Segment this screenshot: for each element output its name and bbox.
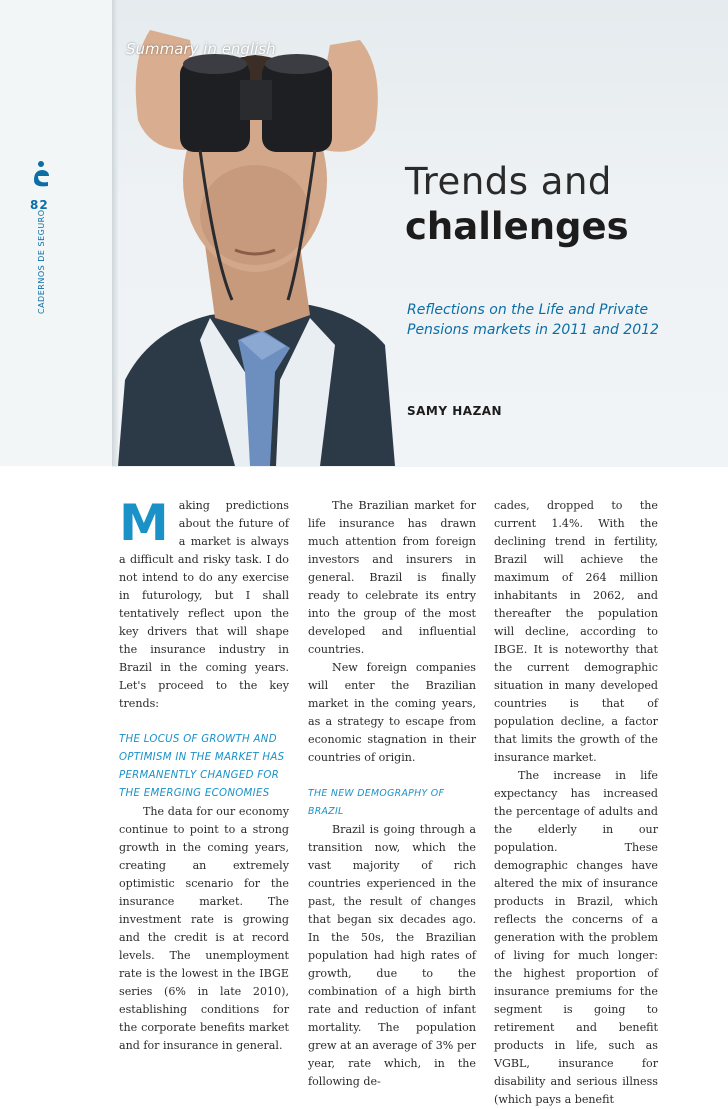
article-column-2 bbox=[308, 497, 476, 1091]
logo-icon bbox=[30, 160, 52, 190]
intro-paragraph bbox=[119, 494, 289, 713]
paragraph-economy: The data for our economy continue to point to a strong growth in the coming years, creating an extremely optimistic scenario for the insurance market. The investment rate is growing and the credit is at record levels. The unemployment rate is the lowest in the IBGE series (6% in late 2010), establishing conditions for the corporate benefits market and for insurance in general. bbox=[119, 805, 289, 1052]
paragraph-transition: Brazil is going through a transition now, which the vast majority of rich countries experienced in the past, the result of changes that began six decades ago. In the 50s, the Brazilian population had high rates of growth, due to the combination of a high birth rate and reduction of infant mortality. The population grew at an average of 3% per year, rate which, in the following de- bbox=[308, 823, 476, 1088]
article-column-1 bbox=[119, 494, 289, 1055]
paragraph-fertility: cades, dropped to the current 1.4%. With the declining trend in fertility, Brazil will achieve the maximum of 264 million inhabitants in 2062, and thereafter the population will decline, according to IBGE. It is noteworthy that the current demographic situation in many developed countries is that of population decline, a factor that limits the growth of the insurance market. bbox=[494, 499, 658, 764]
page-number: 82 bbox=[30, 198, 49, 212]
subheading-growth: THE LOCUS OF GROWTH AND OPTIMISM IN THE MARKET HAS PERMANENTLY CHANGED FOR THE EMERGING ECONOMIES bbox=[119, 734, 285, 799]
article-title-line1: Trends and bbox=[405, 160, 612, 203]
paragraph-foreign-companies: New foreign companies will enter the Brazilian market in the coming years, as a strategy to escape from economic stagnation in their countries of origin. bbox=[308, 661, 476, 764]
subheading-demography: THE NEW DEMOGRAPHY OF BRAZIL bbox=[308, 788, 445, 817]
article-title-line2: challenges bbox=[405, 205, 629, 248]
divider bbox=[112, 466, 728, 467]
hero-banner bbox=[0, 0, 728, 466]
article-subtitle: Reflections on the Life and Private Pensions markets in 2011 and 2012 bbox=[407, 302, 659, 338]
publication-name: CADERNOS DE SEGURO bbox=[37, 209, 46, 314]
article-author: SAMY HAZAN bbox=[407, 404, 503, 418]
section-label: Summary in english bbox=[126, 40, 276, 58]
intro-text: aking predictions about the future of a market is always a difficult and risky task. I do not intend to do any exercise in futurology, but I shall tentatively reflect upon the key drivers that will shape the insurance industry in Brazil in the coming years. Let's proceed to the key trends: bbox=[119, 499, 289, 710]
paragraph-life-expectancy: The increase in life expectancy has increased the percentage of adults and the elderly in our population. These demographic changes have altered the mix of insurance products in Brazil, which reflects the concerns of a generation with the problem of living for much longer: the highest proportion of insurance premiums for the segment is going to retirement and benefit products in life, such as VGBL, insurance for disability and serious illness (which pays a benefit bbox=[494, 769, 658, 1106]
drop-cap: M bbox=[119, 494, 169, 552]
article-column-3 bbox=[494, 497, 658, 1109]
paragraph-life-market: The Brazilian market for life insurance has drawn much attention from foreign investors and insurers in general. Brazil is finally ready to celebrate its entry into the group of the most developed and influential countries. bbox=[308, 499, 476, 656]
